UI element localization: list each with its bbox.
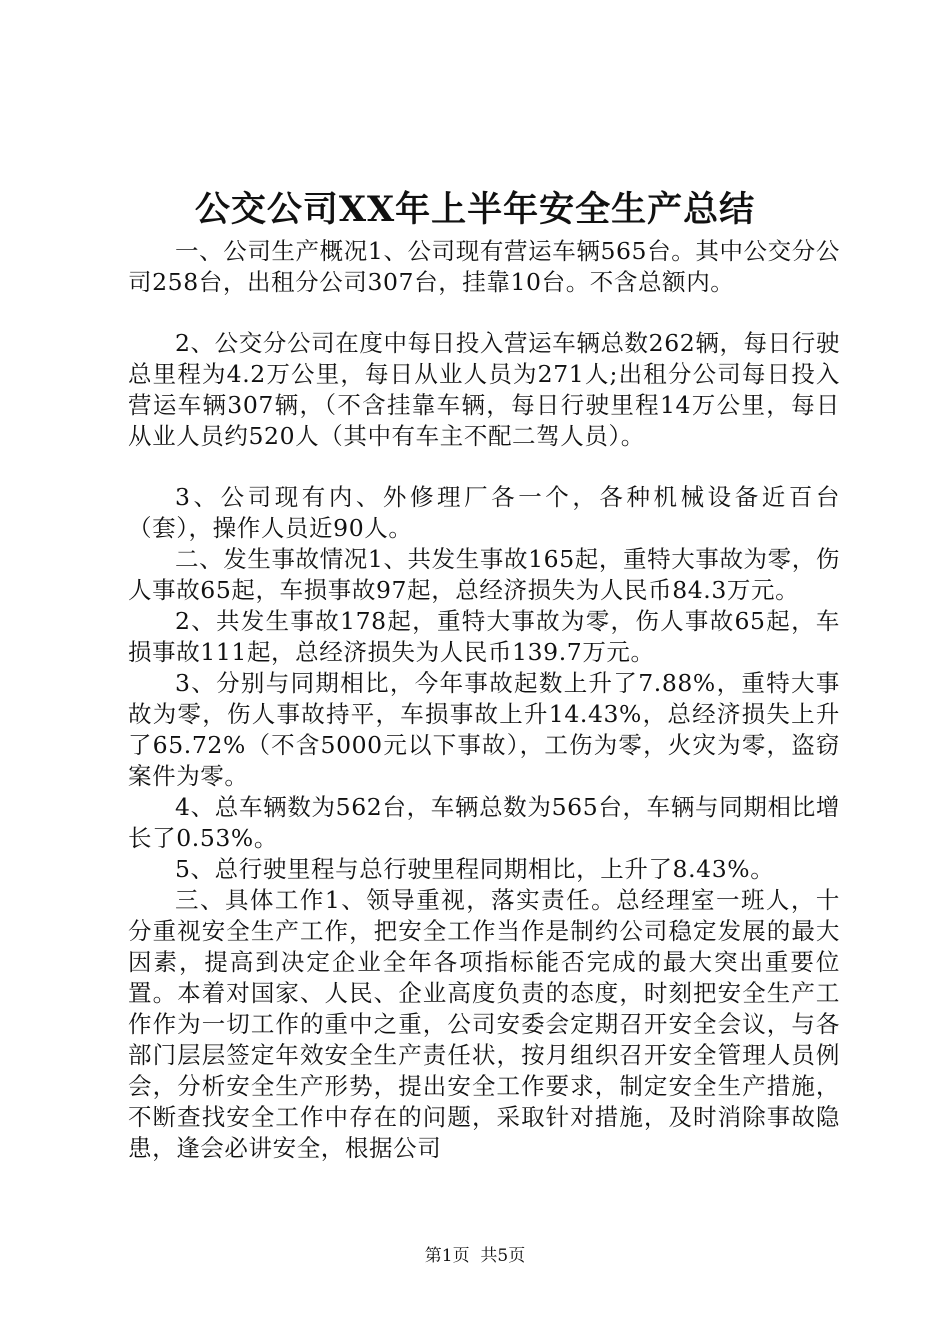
paragraph-overview: 一、公司生产概况1、公司现有营运车辆565台。其中公交分公司258台，出租分公司307台，挂靠10台。不含总额内。: [128, 237, 840, 296]
document-body: [128, 236, 840, 1164]
paragraph-specific-work: 三、具体工作1、领导重视，落实责任。总经理室一班人，十分重视安全生产工作，把安全工作当作是制约公司稳定发展的最大因素，提高到决定企业全年各项指标能否完成的最大突出重要位置。本着对国家、人民、企业高度负责的态度，时刻把安全生产工作作为一切工作的重中之重，公司安委会定期召开安全会议，与各部门层层签定年效安全生产责任状，按月组织召开安全管理人员例会，分析安全生产形势，提出安全工作要求，制定安全生产措施，不断查找安全工作中存在的问题，采取针对措施，及时消除事故隐患，逢会必讲安全，根据公司: [128, 886, 840, 1162]
page-footer: [0, 1244, 950, 1268]
paragraph-comparison: 3、分别与同期相比，今年事故起数上升了7.88%，重特大事故为零，伤人事故持平，车损事故上升14.43%，总经济损失上升了65.72%（不含5000元以下事故），工伤为零，火灾为零，盗窃案件为零。: [128, 669, 840, 790]
paragraph-accidents-total: 2、共发生事故178起，重特大事故为零，伤人事故65起，车损事故111起，总经济损失为人民币139.7万元。: [128, 607, 840, 666]
paragraph-gap: [128, 298, 840, 328]
page-number: 第1页: [424, 1246, 470, 1266]
paragraph-accidents: 二、发生事故情况1、共发生事故165起，重特大事故为零，伤人事故65起，车损事故97起，总经济损失为人民币84.3万元。: [128, 545, 840, 604]
document-title: 公交公司XX年上半年安全生产总结: [194, 189, 756, 230]
paragraph-bus-branch: 2、公交分公司在度中每日投入营运车辆总数262辆，每日行驶总里程为4.2万公里，每日从业人员为271人;出租分公司每日投入营运车辆307辆，（不含挂靠车辆，每日行驶里程14万公里，每日从业人员约520人（其中有车主不配二驾人员）。: [128, 329, 840, 450]
paragraph-repair-shops: 3、公司现有内、外修理厂各一个，各种机械设备近百台（套），操作人员近90人。: [128, 483, 840, 542]
paragraph-gap: [128, 452, 840, 482]
page-total: 共5页: [480, 1246, 526, 1266]
paragraph-mileage: 5、总行驶里程与总行驶里程同期相比，上升了8.43%。: [175, 855, 775, 883]
paragraph-vehicle-count: 4、总车辆数为562台，车辆总数为565台，车辆与同期相比增长了0.53%。: [128, 793, 840, 852]
